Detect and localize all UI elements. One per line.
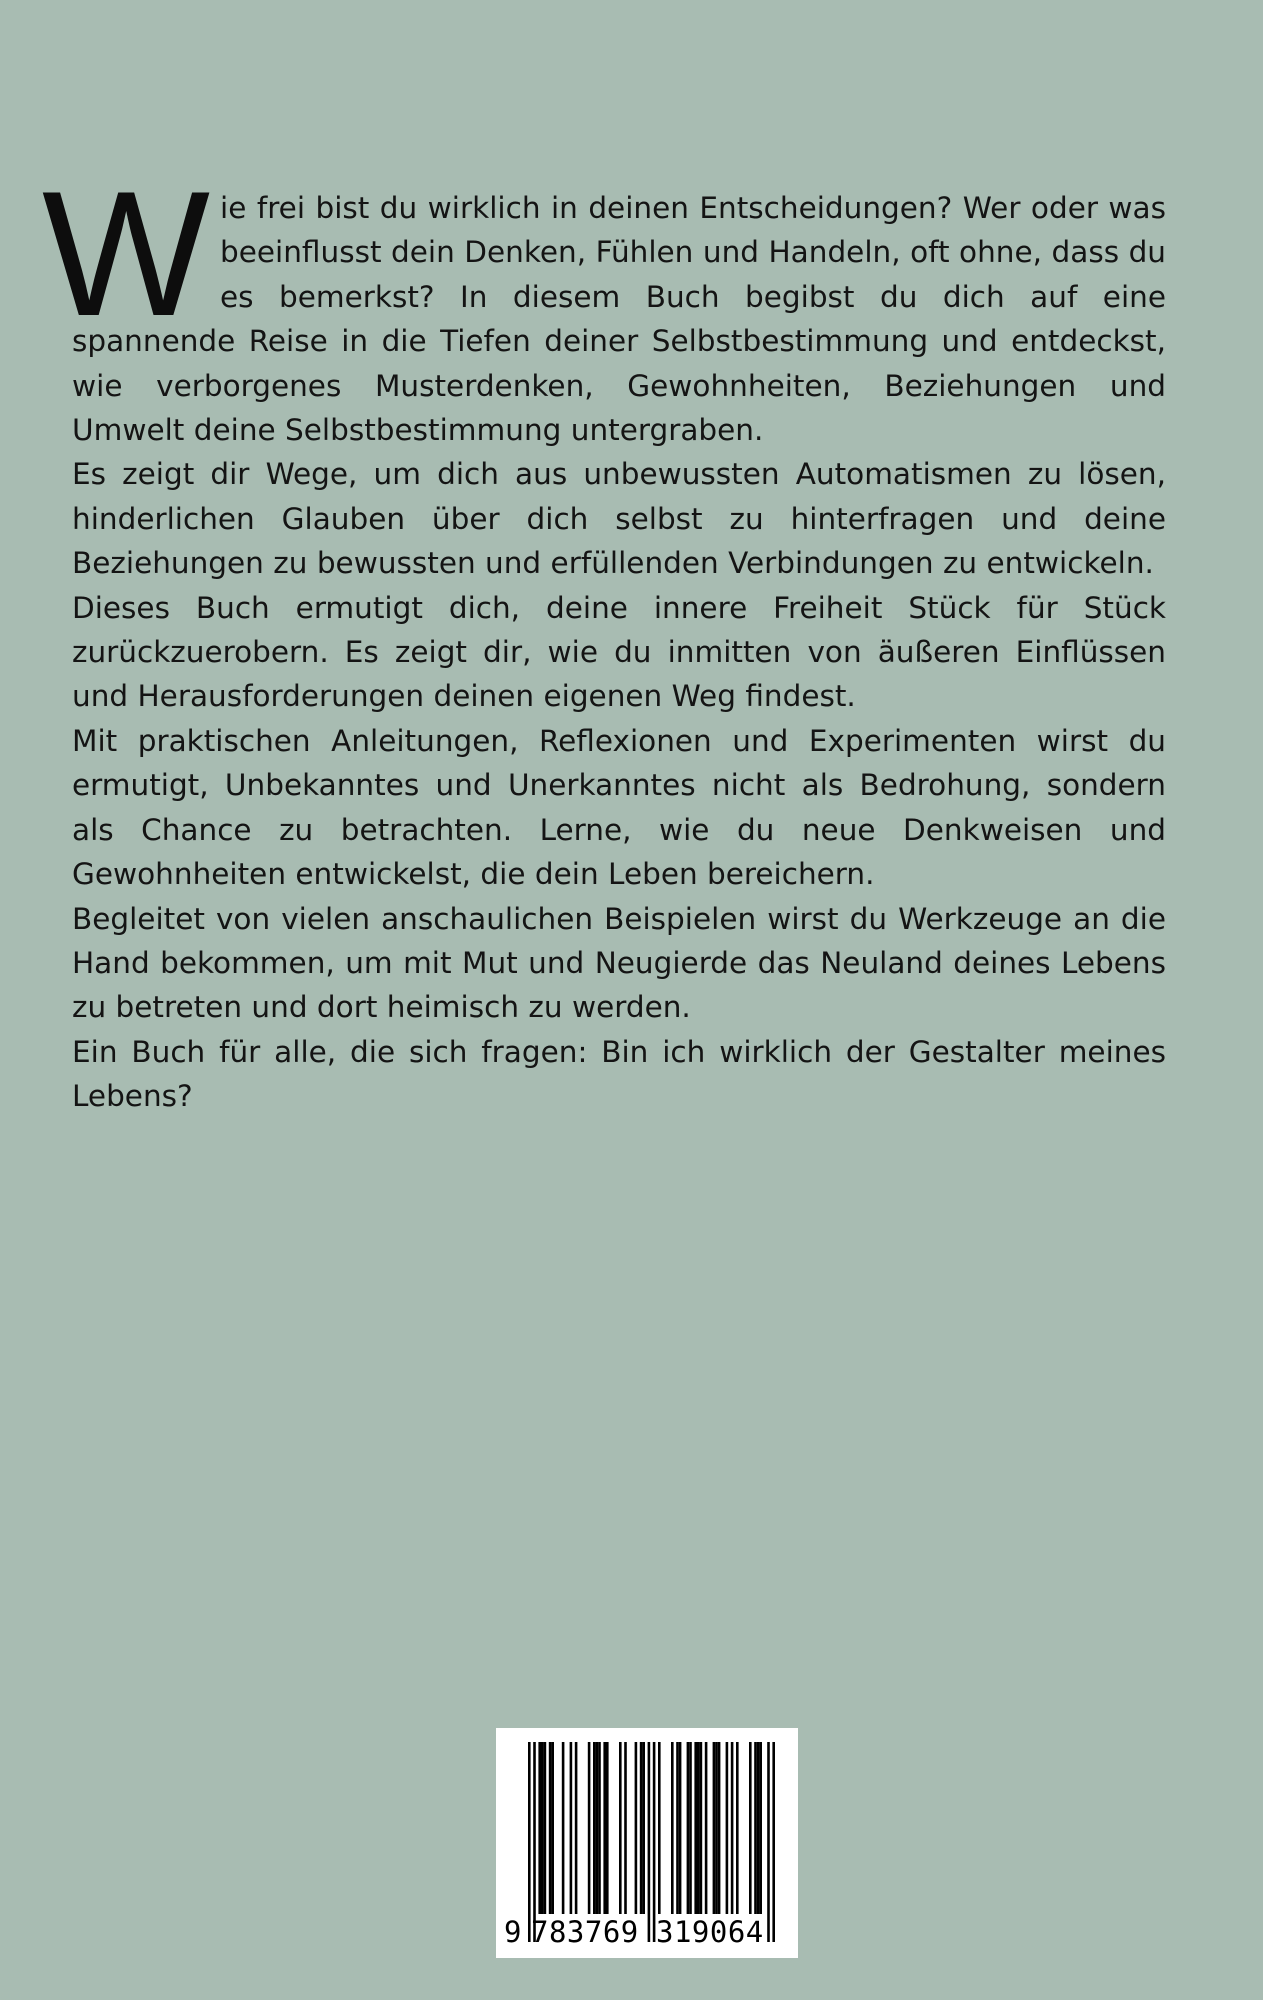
barcode-bar [549, 1742, 552, 1914]
barcode-bar [759, 1742, 762, 1914]
barcode-first-digit: 9 [504, 1915, 522, 1949]
barcode-bar [726, 1742, 729, 1914]
barcode-bar [694, 1742, 697, 1914]
barcode-bar [544, 1742, 547, 1914]
barcode-right-digits: 319064 [656, 1915, 764, 1949]
barcode-bar [588, 1742, 591, 1914]
barcode-bar [687, 1742, 690, 1914]
barcode-guard-bar [528, 1742, 531, 1942]
blurb-paragraph-3: Dieses Buch ermutigt dich, deine innere Freiheit Stück für Stück zurückzuerobern. Es zeigt dir, wie du inmitten von äußeren Einflüssen und Herausforderungen deinen eigenen Weg findest. [72, 590, 1166, 714]
barcode-bar [635, 1742, 638, 1914]
barcode-guard-bar [767, 1742, 770, 1942]
barcode-bar [757, 1742, 760, 1914]
barcode-bar [640, 1742, 643, 1914]
barcode-bar [570, 1742, 573, 1914]
barcode-guard-bar [648, 1742, 651, 1942]
barcode-bar [551, 1742, 554, 1914]
barcode-bar [671, 1742, 674, 1914]
barcode-bar [593, 1742, 596, 1914]
barcode-bar [754, 1742, 757, 1914]
barcode-bar [596, 1742, 599, 1914]
blurb-paragraph-1-text: ie frei bist du wirklich in deinen Entscheidungen? Wer oder was beeinflusst dein Denken, Fühlen und Handeln, oft ohne, dass du es bemerkst? In diesem Buch begibst du dich auf eine spannende Reise in die Tiefen deiner Selbstbestimmung und entdeckst, wie verborgenes Musterdenken, Gewohnheiten, Beziehungen und Umwelt deine Selbstbestimmung untergraben. [72, 191, 1166, 448]
barcode-bar [689, 1742, 692, 1914]
barcode-bar [705, 1742, 708, 1914]
barcode-bar [538, 1742, 541, 1914]
barcode-bar [598, 1742, 601, 1914]
barcode-bar [713, 1742, 716, 1914]
barcode-bar [749, 1742, 752, 1914]
back-cover-blurb [42, 154, 1166, 1119]
blurb-paragraph-6: Ein Buch für alle, die sich fragen: Bin ich wirklich der Gestalter meines Lebens? [72, 1034, 1166, 1114]
barcode-guard-bar [653, 1742, 656, 1942]
barcode-bar [606, 1742, 609, 1914]
blurb-paragraph-5: Begleitet von vielen anschaulichen Beispielen wirst du Werkzeuge an die Hand bekommen, um mit Mut und Neugierde das Neuland deines Lebens zu betreten und dort heimisch zu werden. [72, 901, 1166, 1025]
barcode-bar [715, 1742, 718, 1914]
barcode-guard-bar [772, 1742, 775, 1942]
blurb-paragraph-2: Es zeigt dir Wege, um dich aus unbewussten Automatismen zu lösen, hinderlichen Glauben über dich selbst zu hinterfragen und deine Beziehungen zu bewussten und erfüllenden Verbindungen zu entwickeln. [72, 457, 1166, 581]
barcode-bar [575, 1742, 578, 1914]
barcode-bar [700, 1742, 703, 1914]
barcode-digits [496, 1914, 798, 1950]
barcode-bar [642, 1742, 645, 1914]
isbn-barcode [496, 1728, 798, 1958]
barcode-bar [541, 1742, 544, 1914]
barcode-bar [658, 1742, 661, 1914]
barcode-bar [676, 1742, 679, 1914]
barcode-bar [562, 1742, 565, 1914]
barcode-guard-bar [533, 1742, 536, 1942]
barcode-bar [624, 1742, 627, 1914]
barcode-bar [718, 1742, 721, 1914]
barcode-left-digits: 783769 [531, 1915, 639, 1949]
drop-cap-letter: W [42, 154, 207, 353]
barcode-bar [603, 1742, 606, 1914]
blurb-paragraph-4: Mit praktischen Anleitungen, Reflexionen und Experimenten wirst du ermutigt, Unbekanntes und Unerkanntes nicht als Bedrohung, sondern als Chance zu betrachten. Lerne, wie du neue Denkweisen und Gewohnheiten entwickelst, die dein Leben bereichern. [72, 723, 1166, 892]
barcode-bar [619, 1742, 622, 1914]
barcode-bar [731, 1742, 734, 1914]
barcode-bar [697, 1742, 700, 1914]
barcode-bar [679, 1742, 682, 1914]
barcode-bar [736, 1742, 739, 1914]
blurb-paragraph-1 [42, 154, 1166, 452]
